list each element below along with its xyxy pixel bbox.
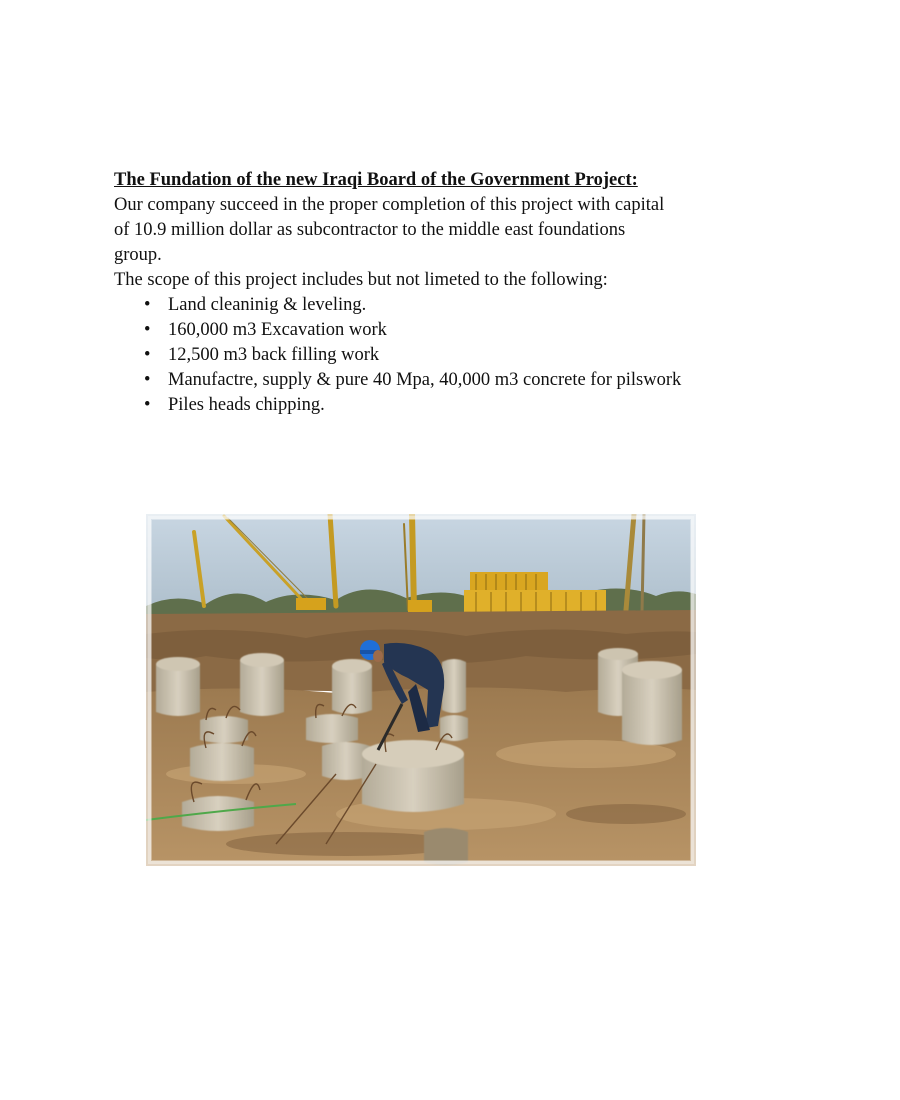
intro-paragraph [114, 193, 764, 268]
bullet-icon: • [144, 345, 151, 365]
intro-line: group. [114, 245, 162, 265]
bullet-icon: • [144, 370, 151, 390]
list-item: • Manufactre, supply & pure 40 Mpa, 40,000 m3 concrete for pilswork [144, 368, 688, 393]
list-item: • 160,000 m3 Excavation work [144, 318, 688, 343]
scope-intro: The scope of this project includes but not limeted to the following: [114, 270, 608, 290]
list-item: • Land cleaninig & leveling. [144, 293, 688, 318]
construction-site-illustration [146, 514, 696, 866]
document-body [114, 168, 764, 418]
bullet-icon: • [144, 320, 151, 340]
intro-line: of 10.9 million dollar as subcontractor to the middle east foundations [114, 220, 626, 240]
site-photo [146, 514, 696, 866]
list-item: • 12,500 m3 back filling work [144, 343, 688, 368]
bullet-icon: • [144, 395, 151, 415]
bullet-icon: • [144, 295, 151, 315]
intro-line: Our company succeed in the proper completion of this project with capital [114, 195, 665, 215]
list-item: • Piles heads chipping. [144, 393, 688, 418]
document-title: The Fundation of the new Iraqi Board of the Government Project: [114, 170, 638, 190]
scope-list [114, 293, 764, 418]
